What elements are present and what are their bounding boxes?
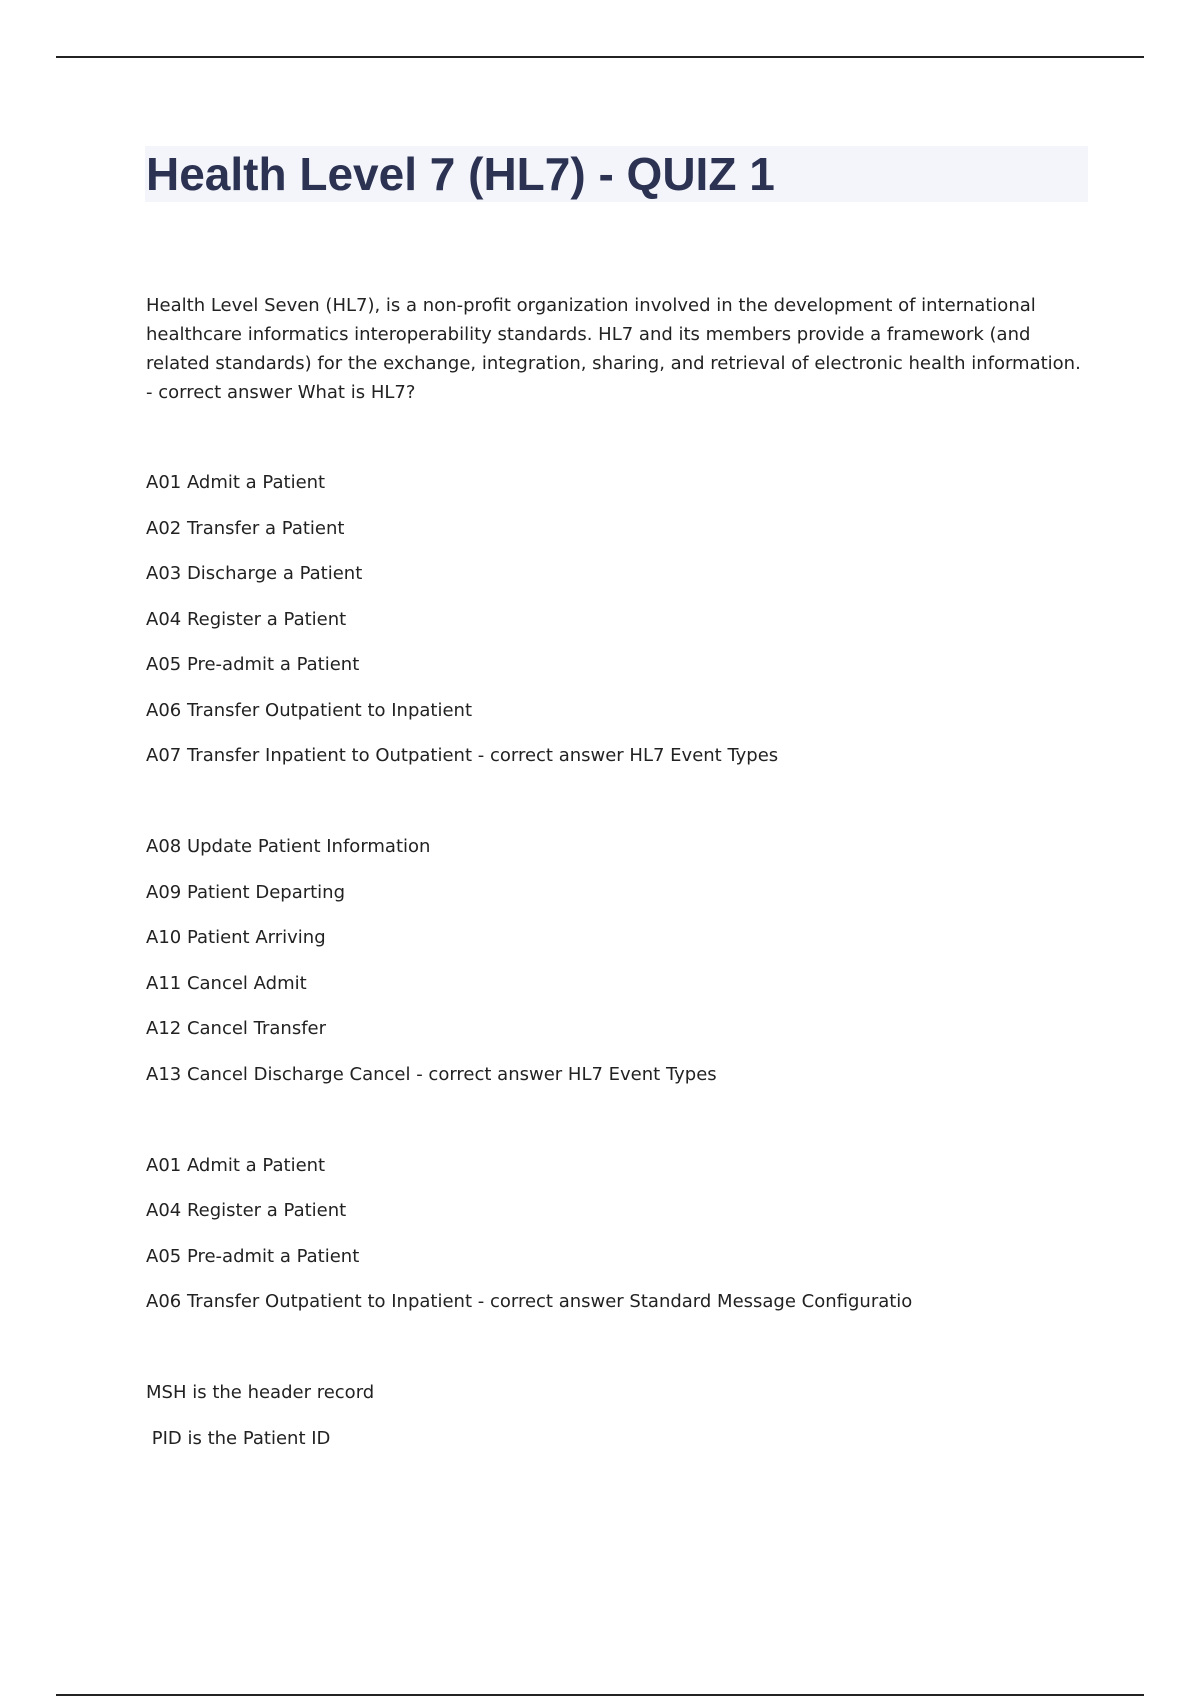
list-item: A09 Patient Departing — [146, 882, 346, 903]
bottom-rule — [56, 1694, 1144, 1696]
list-item: A13 Cancel Discharge Cancel - correct answer HL7 Event Types — [146, 1064, 717, 1085]
top-rule — [56, 56, 1144, 58]
list-item: A01 Admit a Patient — [146, 1155, 326, 1176]
document-title: Health Level 7 (HL7) - QUIZ 1 — [146, 148, 775, 200]
list-item: A06 Transfer Outpatient to Inpatient — [146, 700, 473, 721]
list-item: A02 Transfer a Patient — [146, 518, 345, 539]
list-item: A01 Admit a Patient — [146, 472, 326, 493]
list-item: A03 Discharge a Patient — [146, 563, 363, 584]
list-item: MSH is the header record — [146, 1382, 375, 1403]
list-item: A06 Transfer Outpatient to Inpatient - correct answer Standard Message Configuratio — [146, 1291, 913, 1312]
list-item: A05 Pre-admit a Patient — [146, 1246, 360, 1267]
list-item: A08 Update Patient Information — [146, 836, 431, 857]
list-item: A04 Register a Patient — [146, 609, 347, 630]
intro-paragraph: Health Level Seven (HL7), is a non-profit organization involved in the development of international healthcare informatics interoperability standards. HL7 and its members provide a framework (and related standards) for the exchange, integration, sharing, and retrieval of electronic health information. - correct answer What is HL7? — [146, 295, 1081, 403]
list-item: A07 Transfer Inpatient to Outpatient - correct answer HL7 Event Types — [146, 745, 779, 766]
list-item: A05 Pre-admit a Patient — [146, 654, 360, 675]
list-item: A10 Patient Arriving — [146, 927, 326, 948]
list-item: A04 Register a Patient — [146, 1200, 347, 1221]
list-item: A12 Cancel Transfer — [146, 1018, 327, 1039]
list-item: PID is the Patient ID — [146, 1428, 331, 1449]
list-item: A11 Cancel Admit — [146, 973, 307, 994]
